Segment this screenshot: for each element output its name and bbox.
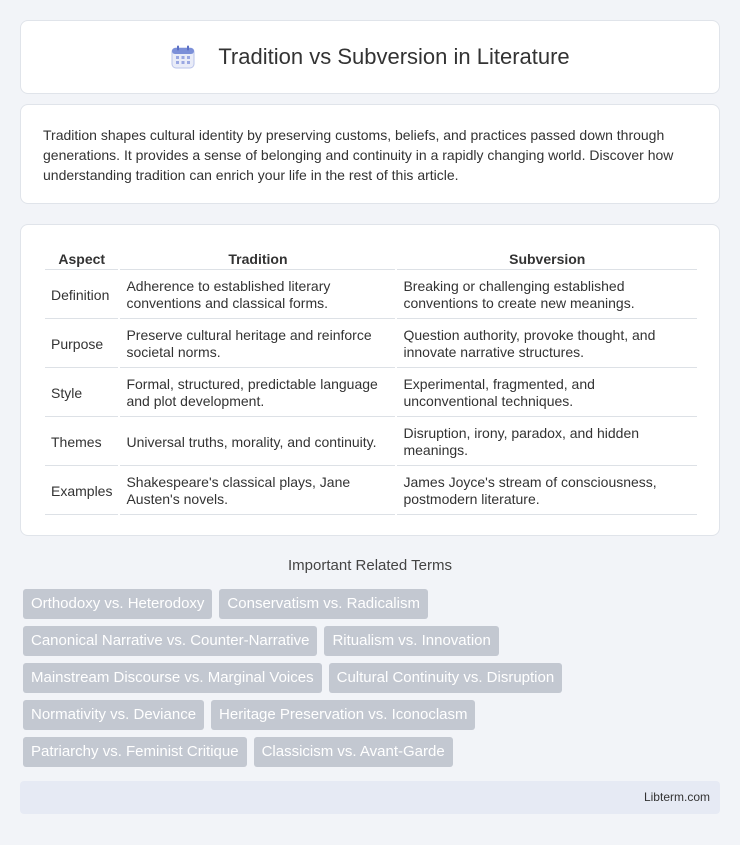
column-header-aspect: Aspect [45,247,118,270]
footer [20,781,720,814]
table-cell-subversion: Breaking or challenging established conventions to create new meanings. [397,272,697,319]
related-terms-list [23,589,723,774]
table-cell-tradition: Preserve cultural heritage and reinforce societal norms. [120,321,395,368]
tag-row [23,663,723,693]
column-header-subversion: Subversion [397,247,697,270]
table-cell-subversion: Experimental, fragmented, and unconventional techniques. [397,370,697,417]
header-card [20,20,720,94]
footer-site-link[interactable]: Libterm.com [643,790,710,804]
tag-row [23,737,723,767]
table-cell-aspect: Examples [45,468,118,515]
related-term-tag[interactable]: Ritualism vs. Innovation [324,626,498,656]
related-term-tag[interactable]: Canonical Narrative vs. Counter-Narrative [23,626,317,656]
table-cell-tradition: Adherence to established literary conventions and classical forms. [120,272,395,319]
table-row [45,272,697,319]
table-cell-subversion: Disruption, irony, paradox, and hidden meanings. [397,419,697,466]
comparison-table-card [20,224,720,536]
table-cell-aspect: Themes [45,419,118,466]
table-cell-tradition: Formal, structured, predictable language and plot development. [120,370,395,417]
related-term-tag[interactable]: Heritage Preservation vs. Iconoclasm [211,700,475,730]
table-cell-subversion: Question authority, provoke thought, and innovate narrative structures. [397,321,697,368]
table-row [45,370,697,417]
tag-row [23,626,723,656]
column-header-tradition: Tradition [120,247,395,270]
table-cell-aspect: Purpose [45,321,118,368]
page-title: Tradition vs Subversion in Literature [218,44,570,69]
related-term-tag[interactable]: Cultural Continuity vs. Disruption [329,663,563,693]
tag-row [23,700,723,730]
table-cell-aspect: Definition [45,272,118,319]
related-terms-title: Important Related Terms [288,557,452,574]
related-term-tag[interactable]: Conservatism vs. Radicalism [219,589,428,619]
related-term-tag[interactable]: Mainstream Discourse vs. Marginal Voices [23,663,322,693]
related-term-tag[interactable]: Patriarchy vs. Feminist Critique [23,737,247,767]
table-cell-tradition: Universal truths, morality, and continuity. [120,419,395,466]
related-term-tag[interactable]: Normativity vs. Deviance [23,700,204,730]
related-term-tag[interactable]: Classicism vs. Avant-Garde [254,737,453,767]
comparison-table [43,245,699,517]
table-row [45,419,697,466]
table-row [45,321,697,368]
table-row [45,468,697,515]
tag-row [23,589,723,619]
table-cell-tradition: Shakespeare's classical plays, Jane Austen's novels. [120,468,395,515]
related-term-tag[interactable]: Orthodoxy vs. Heterodoxy [23,589,212,619]
calendar-icon [170,44,196,70]
table-cell-aspect: Style [45,370,118,417]
intro-text: Tradition shapes cultural identity by preserving customs, beliefs, and practices passed down through generations. It provides a sense of belonging and continuity in a rapidly changing world. Discover how understanding tradition can enrich your life in the rest of this article. [43,127,674,183]
table-cell-subversion: James Joyce's stream of consciousness, postmodern literature. [397,468,697,515]
table-header-row [45,247,697,270]
intro-card [20,104,720,204]
